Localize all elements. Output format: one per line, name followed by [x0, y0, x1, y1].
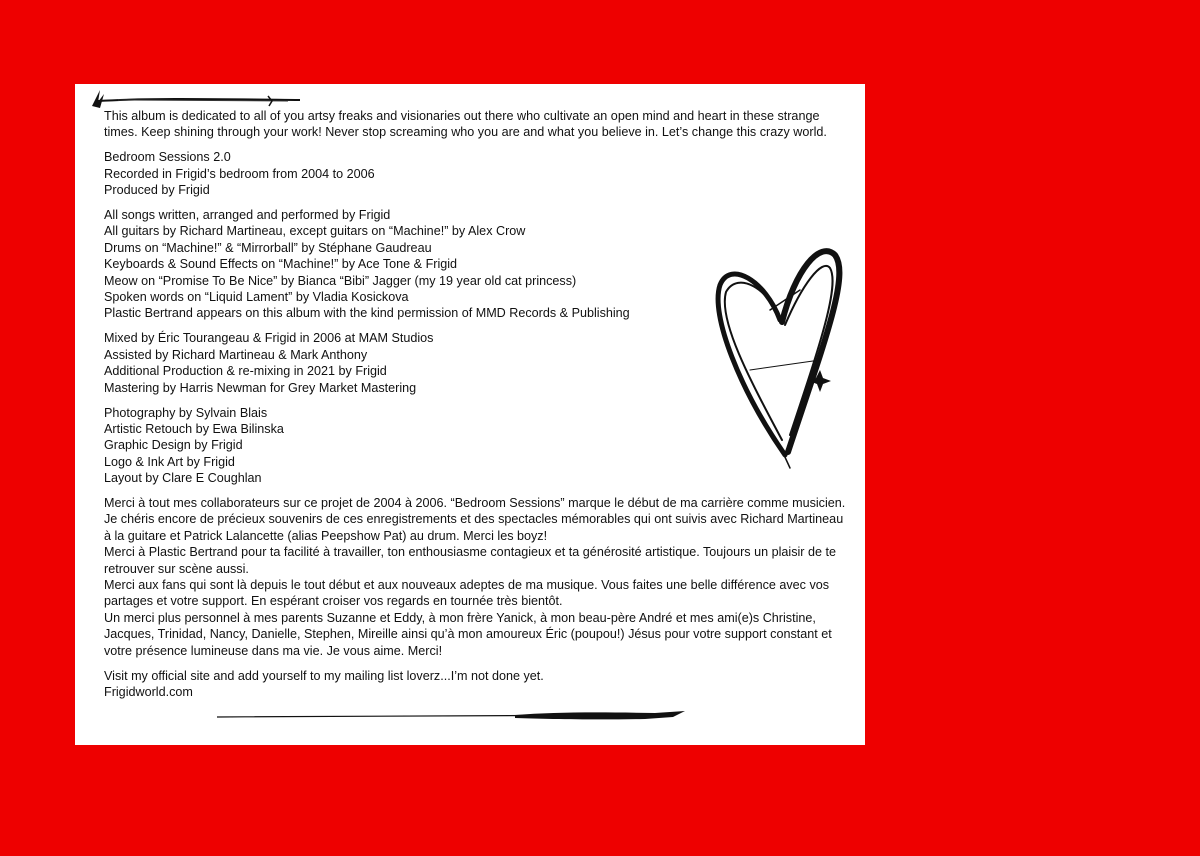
performance-credits-block — [104, 207, 849, 322]
liner-notes-text — [104, 108, 849, 709]
credit-line: All guitars by Richard Martineau, except guitars on “Machine!” by Alex Crow — [104, 224, 526, 239]
thanks-paragraph: Un merci plus personnel à mes parents Suzanne et Eddy, à mon frère Yanick, à mon beau-père André et mes ami(e)s Christine, Jacques, Trinidad, Nancy, Danielle, Stephen, Mireille ainsi qu’à mon amoureux Éric (poupou!) Jésus pour votre support constant et votre présence lumineuse dans ma vie. Je vous aime. Merci! — [104, 610, 832, 658]
liner-notes-sheet — [75, 84, 865, 745]
ink-stroke-bottom-icon — [215, 709, 695, 723]
mixing-credits-block — [104, 330, 849, 396]
credit-line: Spoken words on “Liquid Lament” by Vladia Kosickova — [104, 290, 409, 305]
credit-line: Mastering by Harris Newman for Grey Market Mastering — [104, 380, 417, 395]
thanks-block — [104, 495, 849, 659]
thanks-paragraph: Merci à tout mes collaborateurs sur ce projet de 2004 à 2006. “Bedroom Sessions” marque le début de ma carrière comme musicien. Je chéris encore de précieux souvenirs de ces enregistrements et des spectacles mémorables qui ont suivis avec Richard Martineau à la guitare et Patrick Lalancette (alias Peepshow Pat) au drum. Merci les boyz! — [104, 496, 846, 543]
credit-line: Mixed by Éric Tourangeau & Frigid in 2006 at MAM Studios — [104, 331, 434, 346]
producer-line: Produced by Frigid — [104, 183, 210, 198]
thanks-paragraph: Merci à Plastic Bertrand pour ta facilité à travailler, ton enthousiasme contagieux et ta générosité artistique. Toujours un plaisir de te retrouver sur scène aussi. — [104, 545, 836, 576]
credit-line: Artistic Retouch by Ewa Bilinska — [104, 421, 284, 436]
credit-line: Graphic Design by Frigid — [104, 438, 243, 453]
album-info-block — [104, 149, 849, 198]
credit-line: Layout by Clare E Coughlan — [104, 471, 262, 486]
website-link[interactable]: Frigidworld.com — [104, 685, 193, 699]
album-title-line: Bedroom Sessions 2.0 — [104, 150, 231, 165]
credit-line: Keyboards & Sound Effects on “Machine!” by Ace Tone & Frigid — [104, 257, 458, 272]
thanks-paragraph: Merci aux fans qui sont là depuis le tout début et aux nouveaux adeptes de ma musique. Vous faites une belle différence avec vos partages et votre support. En espérant croiser vos regards en tournée très bientôt. — [104, 578, 830, 609]
credit-line: Photography by Sylvain Blais — [104, 405, 268, 420]
recording-line: Recorded in Frigid’s bedroom from 2004 to 2006 — [104, 166, 375, 181]
credit-line: Drums on “Machine!” & “Mirrorball” by Stéphane Gaudreau — [104, 240, 432, 255]
credit-line: Meow on “Promise To Be Nice” by Bianca “Bibi” Jagger (my 19 year old cat princess) — [104, 273, 577, 288]
credit-line: Plastic Bertrand appears on this album with the kind permission of MMD Records & Publishing — [104, 306, 630, 321]
credit-line: Assisted by Richard Martineau & Mark Anthony — [104, 347, 368, 362]
closing-block — [104, 668, 849, 701]
credit-line: All songs written, arranged and performed by Frigid — [104, 208, 391, 223]
design-credits-block — [104, 405, 849, 487]
visit-line: Visit my official site and add yourself to my mailing list loverz...I’m not done yet. — [104, 668, 544, 683]
credit-line: Additional Production & re-mixing in 2021 by Frigid — [104, 364, 387, 379]
credit-line: Logo & Ink Art by Frigid — [104, 454, 235, 469]
dedication-paragraph: This album is dedicated to all of you artsy freaks and visionaries out there who cultivate an open mind and heart in these strange times. Keep shining through your work! Never stop screaming who you are and what you believe in. Let’s change this crazy world. — [104, 109, 827, 140]
